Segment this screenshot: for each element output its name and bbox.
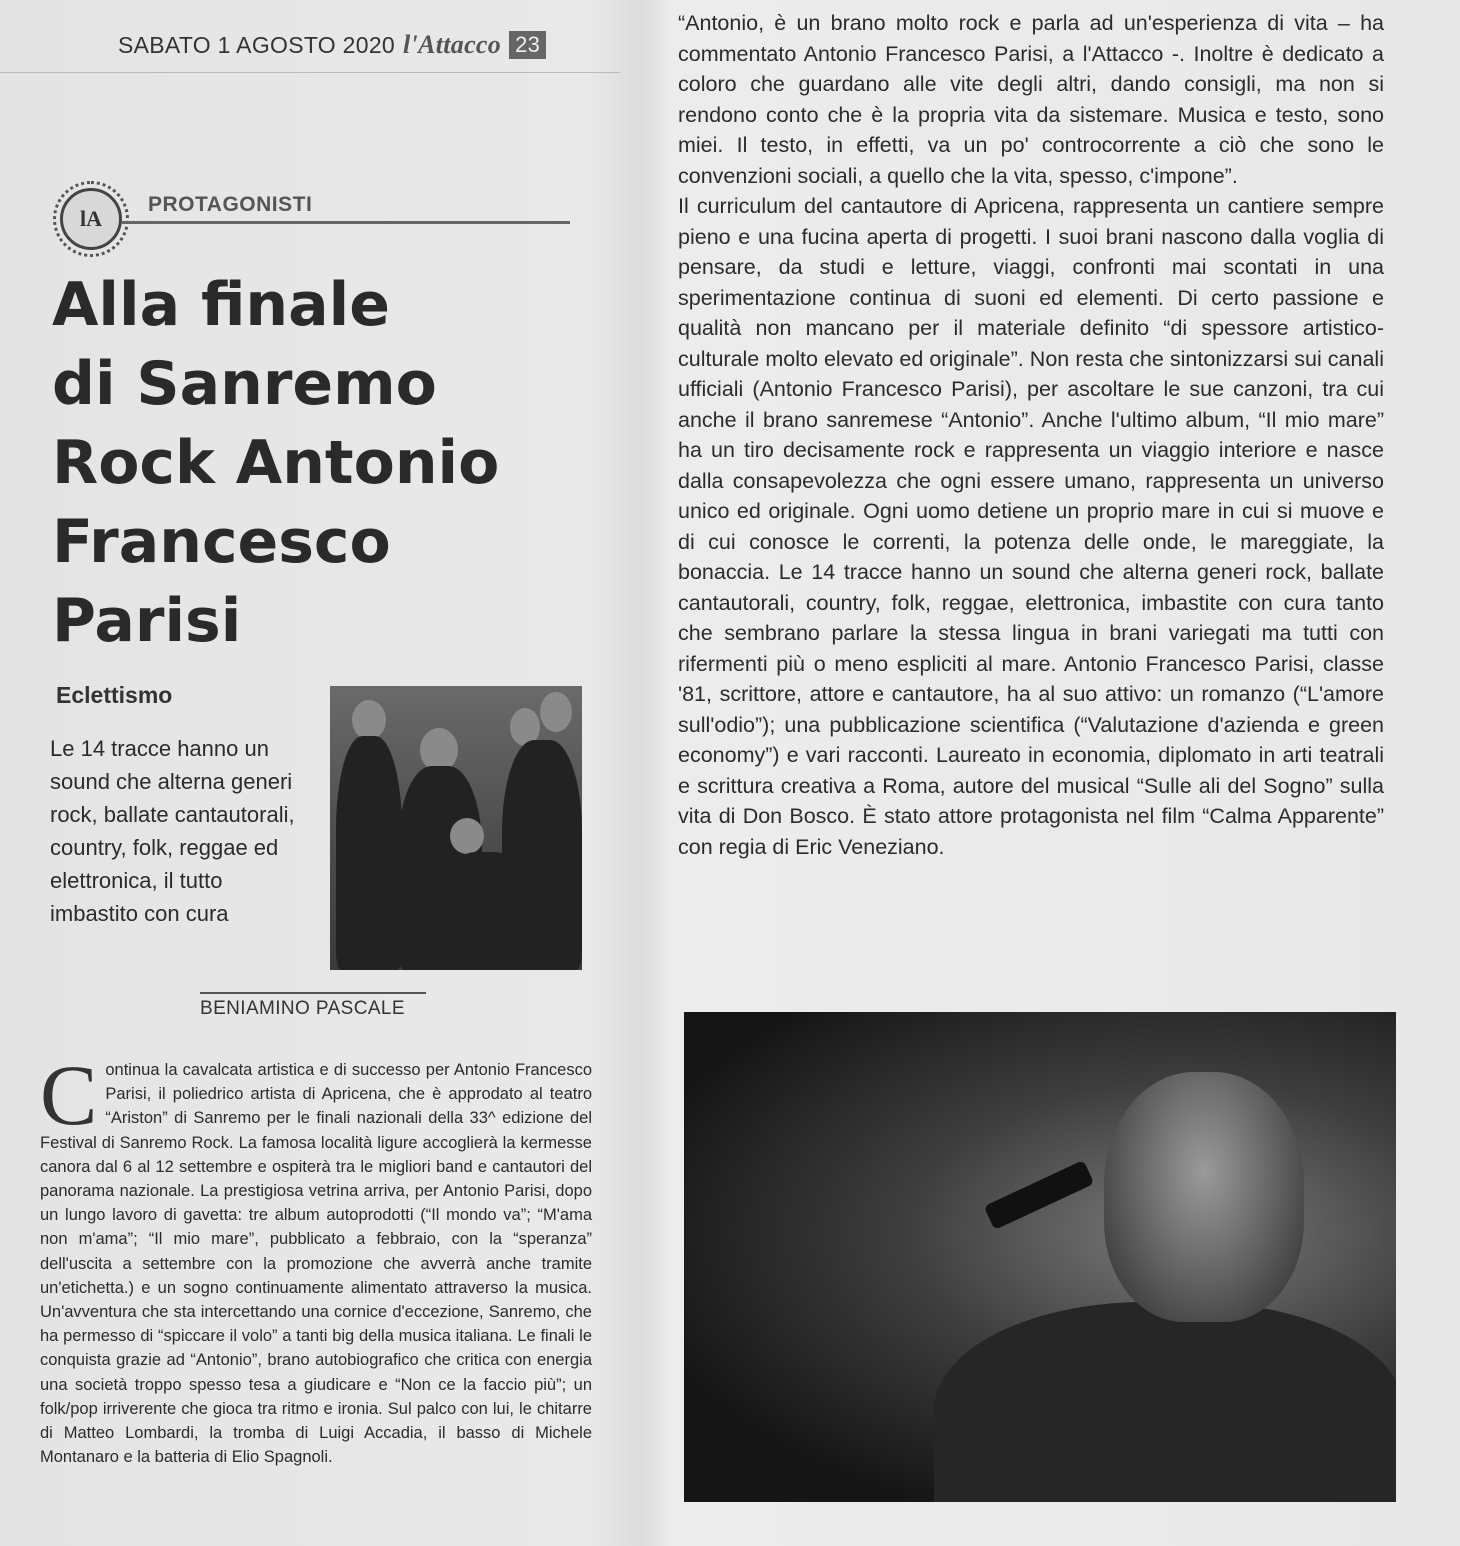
band-photo <box>330 686 582 970</box>
article-body-left <box>40 1047 592 1469</box>
photo-figure <box>540 692 572 732</box>
issue-date: SABATO 1 AGOSTO 2020 <box>118 31 396 58</box>
article-paragraph: Il curriculum del cantautore di Apricena, rappresenta un cantiere sempre pieno e una fucina aperta di progetti. I suoi brani nascono dalla voglia di pensare, da studi e letture, viaggi, confronti mai scontati in una sperimentazione continua di suoni ed elementi. Di certo passione e qualità non mancano per il materiale definito “di spessore artistico-culturale molto elevato ed originale”. Non resta che sintonizzarsi sui canali ufficiali (Antonio Francesco Parisi), per ascoltare le sue canzoni, tra cui anche il brano sanremese “Antonio”. Anche l'ultimo album, “Il mio mare” ha un tiro decisamente rock e rappresenta un viaggio interiore e nasce dalla consapevolezza che ogni essere umano, rappresenta un universo unico ed originale. Ogni uomo detiene un proprio mare in cui si muove e di cui conosce le correnti, la potenza delle onde, le mareggiate, la bonaccia. Le 14 tracce hanno un sound che alterna generi rock, ballate cantautorali, country, folk, reggae, elettronica, imbastite con cura tanto che sembrano parlare la stessa lingua in brani variegati ma tutti con rifermenti più o meno espliciti al mare. Antonio Francesco Parisi, classe '81, scrittore, attore e cantautore, ha al suo attivo: un romanzo (“L'amore sull'odio”); una pubblicazione scientifica (“Valutazione d'azienda e green economy”) e vari racconti. Laureato in economia, diplomato in arti teatrali e scrittura creativa a Roma, autore del musical “Sulle ali del Sogno” sulla vita di Don Bosco. È stato attore protagonista nel film “Calma Apparente” con regia di Eric Veneziano. <box>678 194 1384 859</box>
photo-figure <box>352 700 386 740</box>
photo-figure <box>336 736 402 970</box>
logo-icon <box>60 188 122 250</box>
page-number: 23 <box>509 31 546 59</box>
portrait-figure <box>934 1302 1396 1502</box>
portrait-figure <box>1104 1072 1304 1322</box>
header-rule <box>0 72 620 73</box>
headline-line: Parisi <box>52 586 242 656</box>
artist-portrait-photo <box>684 1012 1396 1502</box>
newspaper-name: l'Attacco <box>403 30 502 59</box>
article-paragraph: “Antonio, è un brano molto rock e parla ad un'esperienza di vita – ha commentato Antonio Francesco Parisi, a l'Attacco -. Inoltre è dedicato a coloro che guardano alle vite degli altri, dando consigli, ma non si rendono conto che è la propria vita da sistemare. Musica e testo, sono miei. Il testo, in effetti, va un po' controcorrente a ciò che sono le convenzioni sociali, a quello che la vita, spesso, c'impone”. <box>678 11 1384 188</box>
headline <box>52 266 592 661</box>
article-text: ontinua la cavalcata artistica e di successo per Antonio Francesco Parisi, il poliedrico artista di Apricena, che è approdato al teatro “Ariston” di Sanremo per le finali nazionali della 33^ edizione del Festival di Sanremo Rock. La famosa località ligure accoglierà la kermesse canora dal 6 al 12 settembre e ospiterà tra le migliori band e cantautori del panorama nazionale. La prestigiosa vetrina arriva, per Antonio Parisi, dopo un lungo lavoro di gavetta: tre album autoprodotti (“Il mondo va”; “M'ama non m'ama”; “Il mio mare”, pubblicato a febbraio, con la “speranza” dell'uscita a settembre con la promozione che avverrà anche tramite un'etichetta.) e un sogno continuamente alimentato attraverso la musica. Un'avventura che sta intercettando una cornice d'eccezione, Sanremo, che ha permesso di “spiccare il volo” a tanti big della musica italiana. Le finali le conquista grazie ad “Antonio”, brano autobiografico che critica con energia una società troppo spesso tesa a giudicare e “Non ce la faccio più”; un folk/pop irriverente che gioca tra ritmo e ironia. Sul palco con lui, le chitarre di Matteo Lombardi, la tromba di Luigi Accadia, il basso di Michele Montanaro e la batteria di Elio Spagnoli. <box>40 1061 592 1467</box>
headline-line: Francesco <box>52 507 391 577</box>
byline-rule <box>200 992 426 994</box>
drop-cap: C <box>40 1047 98 1143</box>
headline-line: Rock Antonio <box>52 428 500 498</box>
byline: BENIAMINO PASCALE <box>200 998 405 1019</box>
page-header <box>118 28 546 62</box>
article-body-right <box>678 8 1384 862</box>
section-label: PROTAGONISTI <box>148 193 313 216</box>
headline-line: Alla finale <box>52 270 390 340</box>
pull-quote: Le 14 tracce hanno un sound che alterna generi rock, ballate cantautorali, country, folk, reggae ed elettronica, il tutto imbastito con cura <box>50 736 295 926</box>
photo-figure <box>450 818 484 854</box>
section-rule <box>122 221 570 224</box>
subheading: Eclettismo <box>56 682 173 708</box>
logo-text: lA <box>80 206 102 231</box>
headline-line: di Sanremo <box>52 349 437 419</box>
photo-figure <box>440 852 530 970</box>
microphone <box>984 1160 1095 1230</box>
